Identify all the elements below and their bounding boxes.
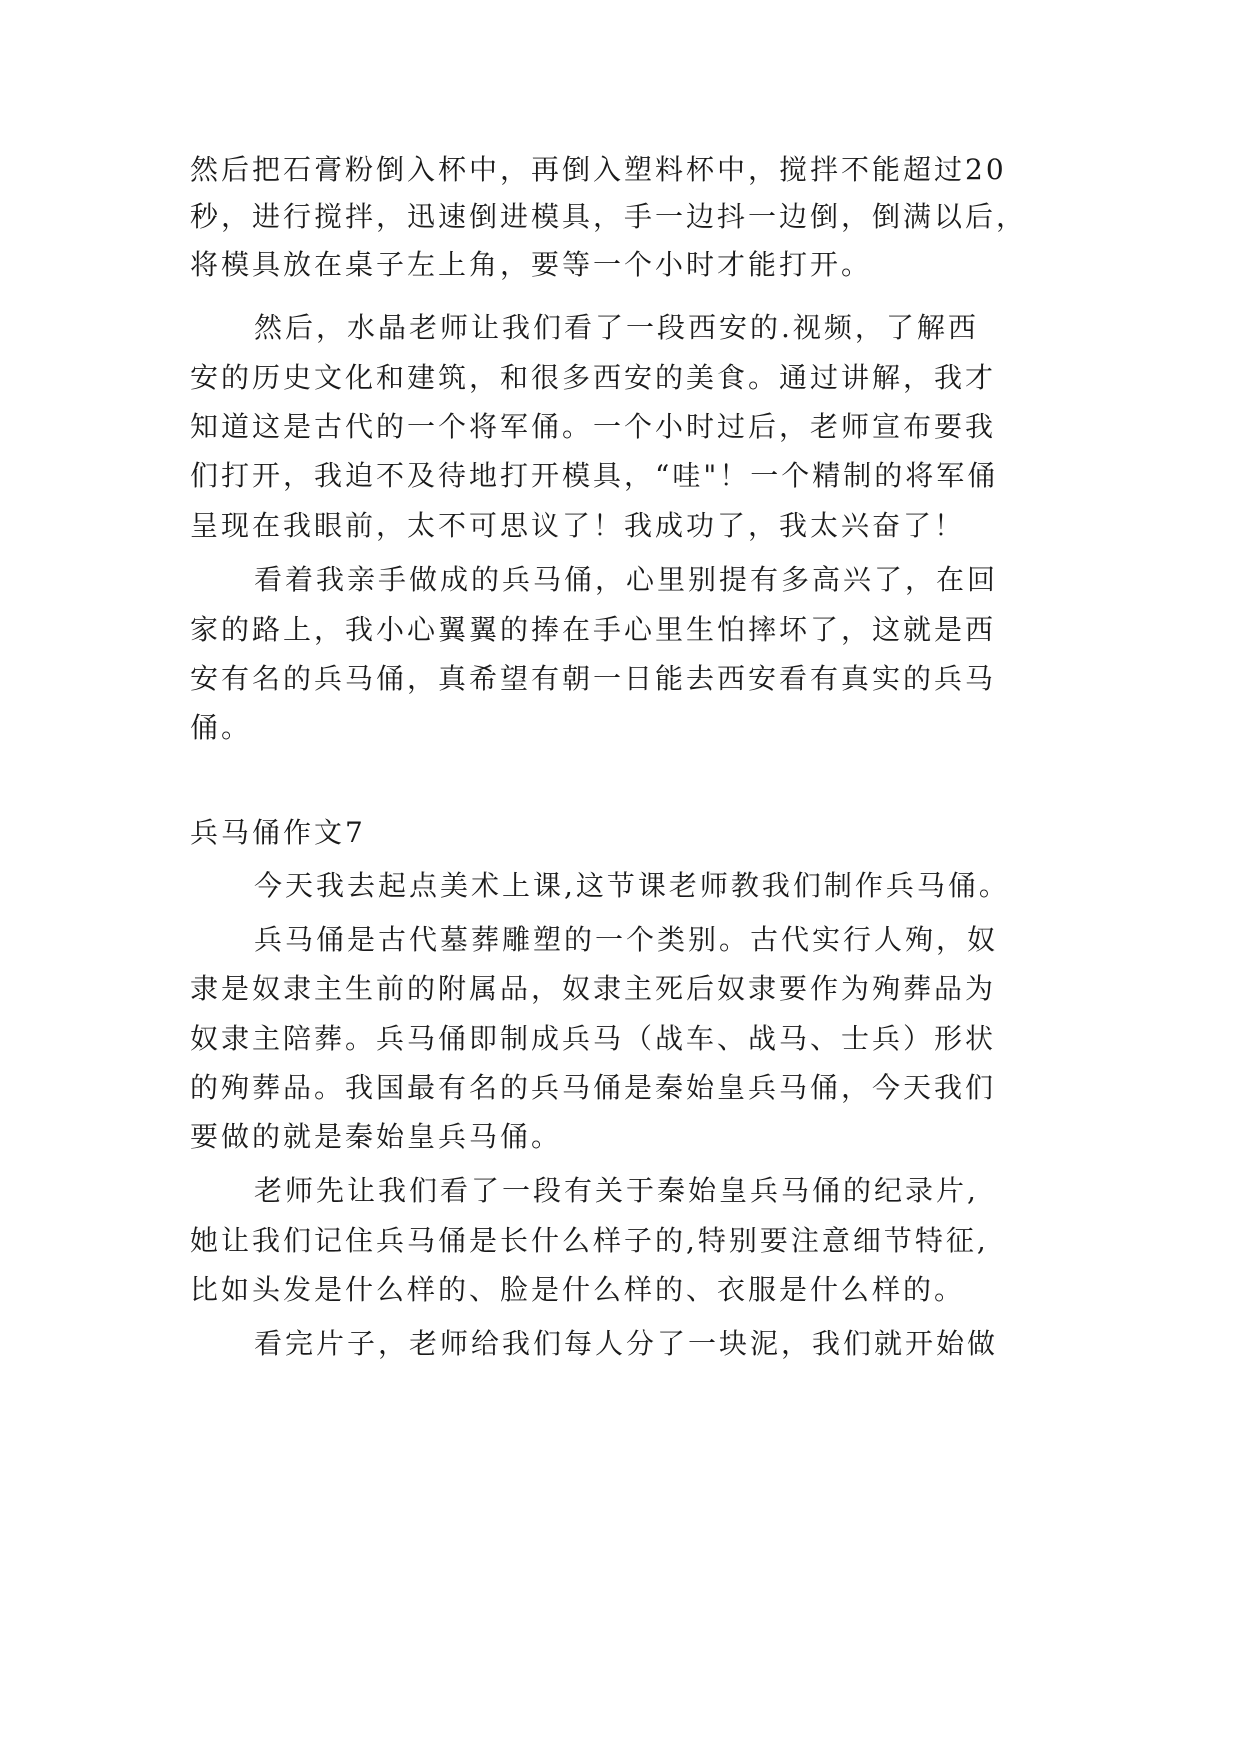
text-line: 她让我们记住兵马俑是长什么样子的,特别要注意细节特征, <box>190 1224 989 1257</box>
text-line: 老师先让我们看了一段有关于秦始皇兵马俑的纪录片, <box>254 1174 979 1207</box>
text-line: 家的路上，我小心翼翼的捧在手心里生怕摔坏了，这就是西 <box>190 613 997 646</box>
text-line: 看着我亲手做成的兵马俑，心里别提有多高兴了，在回 <box>254 563 999 596</box>
text-line: 将模具放在桌子左上角，要等一个小时才能打开。 <box>190 248 873 281</box>
text-line: 要做的就是秦始皇兵马俑。 <box>190 1120 563 1153</box>
text-line: 奴隶主陪葬。兵马俑即制成兵马（战车、战马、士兵）形状 <box>190 1022 997 1055</box>
text-line: 比如头发是什么样的、脸是什么样的、衣服是什么样的。 <box>190 1273 966 1306</box>
text-line: 知道这是古代的一个将军俑。一个小时过后，老师宣布要我 <box>190 410 997 443</box>
text-line: 然后，水晶老师让我们看了一段西安的.视频，了解西 <box>254 311 979 344</box>
text-line: 然后把石膏粉倒入杯中，再倒入塑料杯中，搅拌不能超过20 <box>190 153 1007 186</box>
text-line: 今天我去起点美术上课,这节课老师教我们制作兵马俑。 <box>254 869 1010 902</box>
text-line: 安有名的兵马俑，真希望有朝一日能去西安看有真实的兵马 <box>190 662 997 695</box>
text-line: 呈现在我眼前，太不可思议了！我成功了，我太兴奋了！ <box>190 509 966 542</box>
text-line: 的殉葬品。我国最有名的兵马俑是秦始皇兵马俑，今天我们 <box>190 1071 997 1104</box>
text-line: 隶是奴隶主生前的附属品，奴隶主死后奴隶要作为殉葬品为 <box>190 972 997 1005</box>
text-line: 看完片子，老师给我们每人分了一块泥，我们就开始做 <box>254 1327 999 1360</box>
text-line: 秒，进行搅拌，迅速倒进模具，手一边抖一边倒，倒满以后， <box>190 200 1028 233</box>
text-line: 安的历史文化和建筑，和很多西安的美食。通过讲解，我才 <box>190 361 997 394</box>
text-line: 俑。 <box>190 711 253 744</box>
section-heading: 兵马俑作文7 <box>190 816 366 849</box>
text-line: 们打开，我迫不及待地打开模具，“哇"！一个精制的将军俑 <box>190 459 999 492</box>
text-line: 兵马俑是古代墓葬雕塑的一个类别。古代实行人殉，奴 <box>254 923 999 956</box>
